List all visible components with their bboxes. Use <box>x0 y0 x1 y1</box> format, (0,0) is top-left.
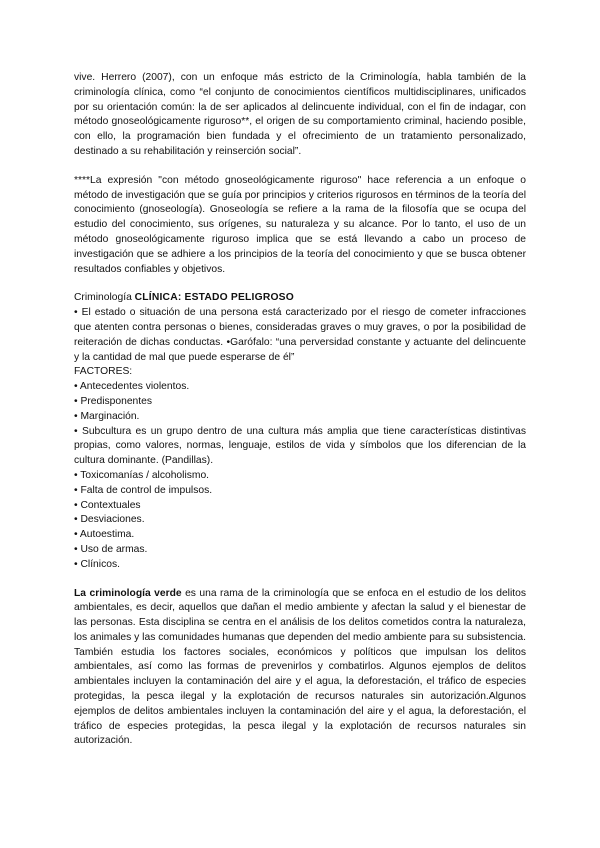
dangerous-state-intro: • El estado o situación de una persona está caracterizado por el riesgo de cometer infracciones que atenten contra personas o bienes, consideradas graves o muy graves, o por la posibilidad de reiteración de dichas conductas. •Garófalo: “una perversidad constante y actuante del delincuente y la cantidad de mal que puede esperarse de él” <box>74 307 526 363</box>
paragraph-green-criminology <box>74 587 526 750</box>
green-criminology-term: La criminología verde <box>74 587 182 599</box>
heading-bold: CLÍNICA: ESTADO PELIGROSO <box>134 292 294 304</box>
subcultura-item: • Subcultura es un grupo dentro de una cultura más amplia que tiene características distintivas propias, como valores, normas, lenguaje, estilos de vida y símbolos que los diferencian de la cultura dominante. (Pandillas). <box>74 425 526 467</box>
list-item: • Falta de control de impulsos. <box>74 484 213 496</box>
list-item: • Predisponentes <box>74 395 153 407</box>
section-heading <box>74 291 526 306</box>
paragraph-gnoseology-note: ****La expresión "con método gnoseológicamente riguroso" hace referencia a un enfoque o método de investigación que se guía por principios y criterios rigurosos en términos de la teoría del conocimiento (gnoseología). Gnoseología se refiere a la rama de la filosofía que se ocupa del estudio del conocimiento, sus orígenes, su naturaleza y su alcance. Por lo tanto, el uso de un método gnoseológicamente riguroso implica que se está llevando a cabo un proceso de investigación que se adhiere a los principios de la teoría del conocimiento y que se busca obtener resultados confiables y objetivos. <box>74 174 526 275</box>
list-item: • Clínicos. <box>74 558 120 570</box>
list-item: • Desviaciones. <box>74 514 145 526</box>
list-item: • Marginación. <box>74 410 140 422</box>
heading-prefix: Criminología <box>74 292 135 304</box>
list-item: • Autoestima. <box>74 529 135 541</box>
spacer <box>74 160 526 174</box>
paragraph-clinical-criminology: vive. Herrero (2007), con un enfoque más estricto de la Criminología, habla también de la criminología clínica, como “el conjunto de conocimientos científicos multidisciplinares, unificados por su orientación común: la de ser aplicados al delincuente individual, con el fin de indagar, con método gnoseológicamente riguroso**, el origen de su comportamiento criminal, haciendo posible, con ello, la programación bien fundada y el ofrecimiento de un tratamiento personalizado, destinado a su rehabilitación y reinserción social”. <box>74 72 526 157</box>
section-clinica <box>74 291 526 572</box>
list-item: • Antecedentes violentos. <box>74 381 190 393</box>
spacer <box>74 573 526 587</box>
factores-label: FACTORES: <box>74 366 133 378</box>
spacer <box>74 277 526 291</box>
green-criminology-body: es una rama de la criminología que se enfoca en el estudio de los delitos ambientales, es decir, aquellos que dañan el medio ambiente y afectan la salud y el bienestar de las personas. Esta disciplina se centra en el análisis de los delitos cometidos contra la naturaleza, los animales y las comunidades humanas que dependen del medio ambiente para su subsistencia. También estudia los factores sociales, económicos y políticos que impulsan los delitos ambientales, así como las formas de prevenirlos y combatirlos. Algunos ejemplos de delitos ambientales incluyen la contaminación del aire y el agua, la deforestación, el tráfico de especies protegidas, la pesca ilegal y la explotación de recursos naturales sin autorización.Algunos ejemplos de delitos ambientales incluyen la contaminación del aire y el agua, la deforestación, el tráfico de especies protegidas, la pesca ilegal y la explotación de recursos naturales sin autorización. <box>74 587 526 747</box>
list-item: • Contextuales <box>74 499 141 511</box>
list-item: • Toxicomanías / alcoholismo. <box>74 469 210 481</box>
list-item: • Uso de armas. <box>74 543 148 555</box>
